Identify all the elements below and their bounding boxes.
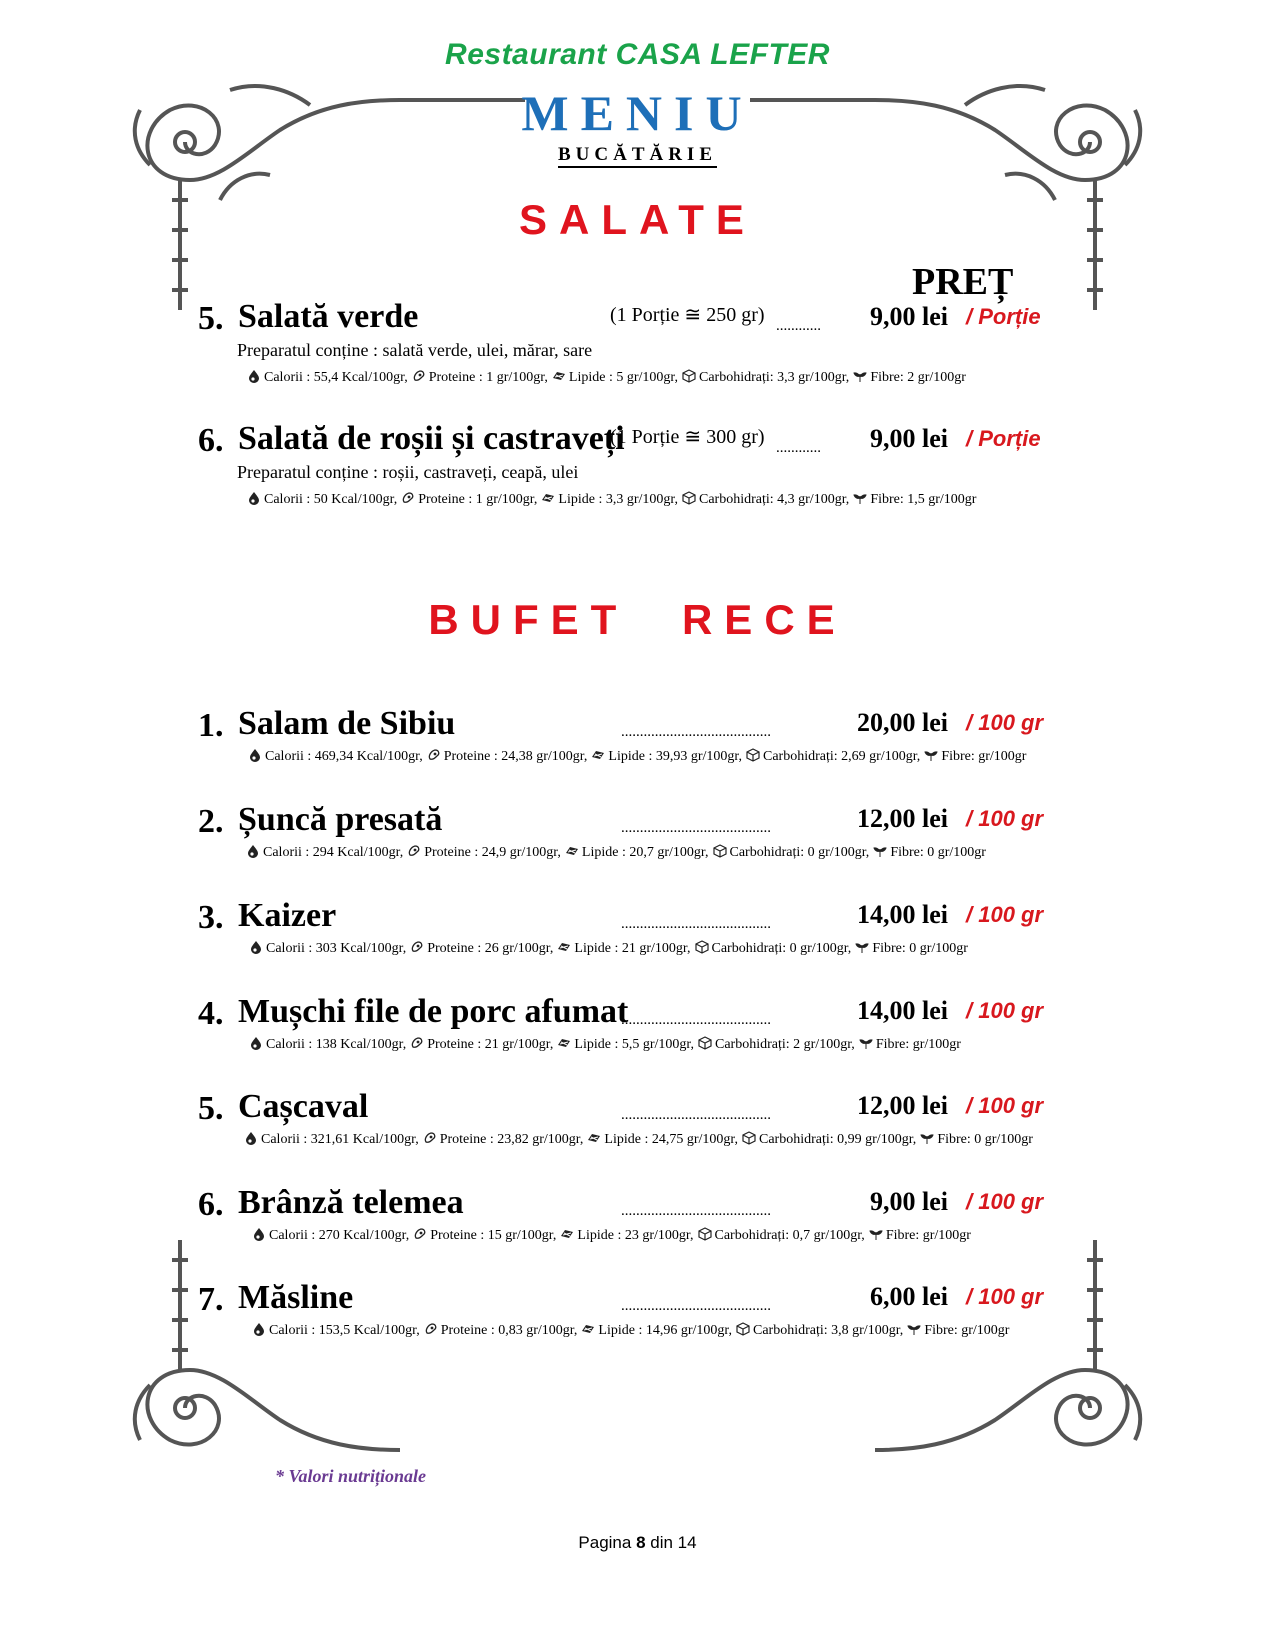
nutrition-fibre: Fibre: gr/100gr — [924, 1323, 1010, 1338]
nutrition-proteine: Proteine : 1 gr/100gr, — [428, 370, 548, 385]
protein-icon — [407, 845, 424, 860]
nutrition-proteine: Proteine : 1 gr/100gr, — [418, 492, 538, 507]
carb-cube-icon — [742, 1132, 759, 1147]
lipid-icon — [557, 1037, 574, 1052]
calorie-drop-icon — [246, 845, 263, 860]
item-number: 7. — [198, 1281, 224, 1318]
item-description: Preparatul conține : roșii, castraveți, ceapă, ulei — [237, 462, 579, 482]
item-price: 12,00 lei — [857, 1091, 948, 1120]
item-leader-dots: ........................................ — [621, 1012, 771, 1028]
lipid-icon — [591, 749, 608, 764]
nutrition-carbo: Carbohidrați: 0 gr/100gr, — [711, 941, 852, 956]
item-name: Salată de roșii și castraveți — [238, 420, 625, 457]
nutrition-proteine: Proteine : 0,83 gr/100gr, — [440, 1323, 578, 1338]
nutrition-lipide: Lipide : 39,93 gr/100gr, — [608, 749, 742, 764]
carb-cube-icon — [682, 370, 699, 385]
item-price-unit: / 100 gr — [966, 806, 1044, 831]
nutrition-proteine: Proteine : 24,9 gr/100gr, — [424, 845, 561, 860]
nutrition-carbo: Carbohidrați: 4,3 gr/100gr, — [699, 492, 850, 507]
item-leader-dots: ........................................ — [621, 1298, 771, 1314]
nutrition-calorii: Calorii : 321,61 Kcal/100gr, — [261, 1132, 419, 1147]
nutrition-line — [246, 844, 986, 861]
lipid-icon — [581, 1323, 598, 1338]
carb-cube-icon — [695, 941, 712, 956]
menu-title: MENIU — [521, 85, 754, 141]
item-portion: (1 Porție ≅ 300 gr) — [610, 426, 765, 448]
carb-cube-icon — [713, 845, 730, 860]
calorie-drop-icon — [252, 1323, 269, 1338]
protein-icon — [424, 1323, 441, 1338]
nutrition-carbo: Carbohidrați: 0,7 gr/100gr, — [714, 1228, 865, 1243]
nutrition-calorii: Calorii : 138 Kcal/100gr, — [266, 1037, 407, 1052]
item-number: 5. — [198, 1090, 224, 1127]
nutrition-carbo: Carbohidrați: 2 gr/100gr, — [715, 1037, 855, 1052]
nutrition-lipide: Lipide : 24,75 gr/100gr, — [604, 1132, 738, 1147]
menu-subtitle — [0, 144, 1275, 166]
calorie-drop-icon — [252, 1228, 269, 1243]
fibre-plant-icon — [920, 1132, 937, 1147]
protein-icon — [412, 370, 429, 385]
item-name: Cașcaval — [238, 1088, 369, 1125]
item-leader-dots: ............ — [776, 440, 821, 456]
carb-cube-icon — [698, 1037, 715, 1052]
item-price: 9,00 lei — [870, 302, 948, 331]
nutrition-line — [249, 1036, 961, 1053]
fibre-plant-icon — [855, 941, 872, 956]
nutrition-line — [247, 369, 966, 386]
fibre-plant-icon — [924, 749, 941, 764]
item-number: 4. — [198, 995, 224, 1032]
nutrition-calorii: Calorii : 270 Kcal/100gr, — [269, 1228, 410, 1243]
fibre-plant-icon — [873, 845, 890, 860]
nutrition-line — [249, 940, 968, 957]
nutrition-line — [247, 491, 976, 508]
ornament-bottom-left — [130, 1240, 430, 1480]
fibre-plant-icon — [853, 370, 870, 385]
item-name: Șuncă presată — [238, 801, 443, 838]
item-price: 14,00 lei — [857, 996, 948, 1025]
lipid-icon — [560, 1228, 577, 1243]
nutrition-lipide: Lipide : 3,3 gr/100gr, — [558, 492, 678, 507]
carb-cube-icon — [746, 749, 763, 764]
item-description: Preparatul conține : salată verde, ulei, mărar, sare — [237, 340, 593, 360]
calorie-drop-icon — [249, 941, 266, 956]
item-number: 6. — [198, 422, 224, 459]
lipid-icon — [552, 370, 569, 385]
nutrition-footnote: * Valori nutriționale — [275, 1466, 427, 1486]
nutrition-proteine: Proteine : 24,38 gr/100gr, — [443, 749, 588, 764]
nutrition-lipide: Lipide : 23 gr/100gr, — [577, 1228, 694, 1243]
ornament-bottom-right — [845, 1240, 1145, 1480]
item-name: Salată verde — [238, 298, 419, 335]
protein-icon — [413, 1228, 430, 1243]
section-title-salate: SALATE — [519, 196, 756, 243]
item-leader-dots: ........................................ — [621, 1203, 771, 1219]
carb-cube-icon — [736, 1323, 753, 1338]
item-number: 5. — [198, 300, 224, 337]
nutrition-proteine: Proteine : 23,82 gr/100gr, — [439, 1132, 584, 1147]
item-price: 12,00 lei — [857, 804, 948, 833]
calorie-drop-icon — [247, 492, 264, 507]
nutrition-carbo: Carbohidrați: 0 gr/100gr, — [729, 845, 870, 860]
item-number: 3. — [198, 899, 224, 936]
nutrition-calorii: Calorii : 469,34 Kcal/100gr, — [265, 749, 423, 764]
nutrition-line — [252, 1322, 1009, 1339]
nutrition-carbo: Carbohidrați: 3,3 gr/100gr, — [699, 370, 850, 385]
calorie-drop-icon — [248, 749, 265, 764]
carb-cube-icon — [682, 492, 699, 507]
nutrition-fibre: Fibre: 0 gr/100gr — [890, 845, 986, 860]
calorie-drop-icon — [244, 1132, 261, 1147]
item-number: 1. — [198, 707, 224, 744]
nutrition-lipide: Lipide : 21 gr/100gr, — [574, 941, 691, 956]
footer-suffix: din 14 — [645, 1533, 697, 1552]
nutrition-fibre: Fibre: gr/100gr — [941, 749, 1027, 764]
item-leader-dots: ............ — [776, 318, 821, 334]
item-price-unit: / 100 gr — [966, 902, 1044, 927]
item-name: Kaizer — [238, 897, 337, 934]
item-portion: (1 Porție ≅ 250 gr) — [610, 304, 765, 326]
protein-icon — [410, 1037, 427, 1052]
nutrition-fibre: Fibre: 1,5 gr/100gr — [870, 492, 977, 507]
nutrition-calorii: Calorii : 294 Kcal/100gr, — [263, 845, 404, 860]
nutrition-calorii: Calorii : 153,5 Kcal/100gr, — [269, 1323, 420, 1338]
nutrition-calorii: Calorii : 303 Kcal/100gr, — [266, 941, 407, 956]
item-price: 9,00 lei — [870, 1187, 948, 1216]
section-title-bufet-rece: BUFET RECE — [428, 596, 847, 643]
item-leader-dots: ........................................ — [621, 1107, 771, 1123]
nutrition-line — [244, 1131, 1033, 1148]
fibre-plant-icon — [907, 1323, 924, 1338]
item-name: Măsline — [238, 1279, 354, 1316]
item-name: Salam de Sibiu — [238, 705, 456, 742]
item-leader-dots: ........................................ — [621, 820, 771, 836]
nutrition-line — [252, 1227, 971, 1244]
item-number: 6. — [198, 1186, 224, 1223]
fibre-plant-icon — [859, 1037, 876, 1052]
nutrition-calorii: Calorii : 50 Kcal/100gr, — [264, 492, 398, 507]
lipid-icon — [557, 941, 574, 956]
item-number: 2. — [198, 803, 224, 840]
nutrition-fibre: Fibre: 0 gr/100gr — [872, 941, 968, 956]
nutrition-fibre: Fibre: 2 gr/100gr — [870, 370, 966, 385]
nutrition-carbo: Carbohidrați: 2,69 gr/100gr, — [763, 749, 921, 764]
fibre-plant-icon — [853, 492, 870, 507]
protein-icon — [401, 492, 418, 507]
item-name: Mușchi file de porc afumat — [238, 993, 629, 1030]
item-price-unit: / 100 gr — [966, 1189, 1044, 1214]
nutrition-carbo: Carbohidrați: 3,8 gr/100gr, — [753, 1323, 904, 1338]
item-leader-dots: ........................................ — [621, 724, 771, 740]
nutrition-proteine: Proteine : 26 gr/100gr, — [427, 941, 554, 956]
nutrition-proteine: Proteine : 15 gr/100gr, — [430, 1228, 557, 1243]
calorie-drop-icon — [249, 1037, 266, 1052]
nutrition-lipide: Lipide : 14,96 gr/100gr, — [598, 1323, 732, 1338]
page-footer — [0, 1533, 1275, 1553]
nutrition-lipide: Lipide : 5 gr/100gr, — [568, 370, 678, 385]
lipid-icon — [541, 492, 558, 507]
nutrition-lipide: Lipide : 5,5 gr/100gr, — [574, 1037, 694, 1052]
item-price: 9,00 lei — [870, 424, 948, 453]
nutrition-fibre: Fibre: 0 gr/100gr — [937, 1132, 1033, 1147]
nutrition-line — [248, 748, 1026, 765]
protein-icon — [410, 941, 427, 956]
nutrition-carbo: Carbohidrați: 0,99 gr/100gr, — [759, 1132, 917, 1147]
item-price-unit: / Porție — [966, 304, 1041, 329]
protein-icon — [423, 1132, 440, 1147]
price-column-header: PREȚ — [912, 261, 1014, 303]
fibre-plant-icon — [869, 1228, 886, 1243]
item-name: Brânză telemea — [238, 1184, 464, 1221]
nutrition-calorii: Calorii : 55,4 Kcal/100gr, — [264, 370, 408, 385]
protein-icon — [427, 749, 444, 764]
nutrition-fibre: Fibre: gr/100gr — [885, 1228, 971, 1243]
carb-cube-icon — [698, 1228, 715, 1243]
footer-page-number: 8 — [636, 1533, 646, 1552]
item-price-unit: / Porție — [966, 426, 1041, 451]
menu-subtitle-text: BUCĂTĂRIE — [558, 144, 717, 168]
item-price-unit: / 100 gr — [966, 998, 1044, 1023]
nutrition-lipide: Lipide : 20,7 gr/100gr, — [581, 845, 709, 860]
item-price-unit: / 100 gr — [966, 1093, 1044, 1118]
calorie-drop-icon — [247, 370, 264, 385]
nutrition-fibre: Fibre: gr/100gr — [875, 1037, 961, 1052]
item-price-unit: / 100 gr — [966, 710, 1044, 735]
item-price: 14,00 lei — [857, 900, 948, 929]
item-leader-dots: ........................................ — [621, 916, 771, 932]
lipid-icon — [587, 1132, 604, 1147]
item-price: 6,00 lei — [870, 1282, 948, 1311]
item-price: 20,00 lei — [857, 708, 948, 737]
restaurant-name: Restaurant CASA LEFTER — [445, 38, 830, 71]
footer-prefix: Pagina — [578, 1533, 637, 1552]
nutrition-proteine: Proteine : 21 gr/100gr, — [427, 1037, 554, 1052]
item-price-unit: / 100 gr — [966, 1284, 1044, 1309]
lipid-icon — [565, 845, 582, 860]
